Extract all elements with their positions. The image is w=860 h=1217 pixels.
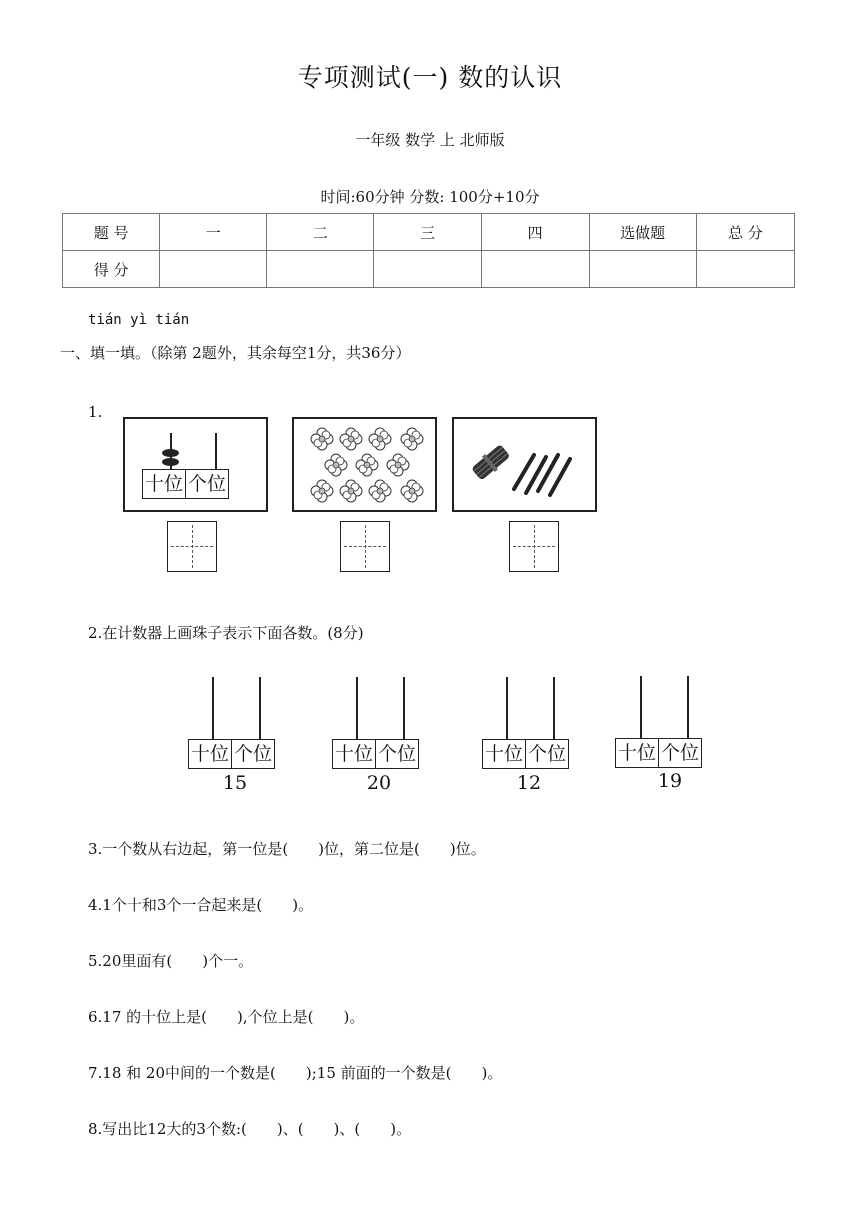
abacus-place-labels bbox=[142, 469, 229, 499]
ones-label: 个位 bbox=[658, 739, 701, 767]
counter-15[interactable] bbox=[188, 677, 288, 797]
counter-place-labels bbox=[482, 739, 569, 769]
counter-place-labels bbox=[615, 738, 702, 768]
tens-rod bbox=[506, 677, 508, 739]
tens-label: 十位 bbox=[618, 742, 657, 764]
question-1-label: 1. bbox=[88, 403, 103, 421]
score-cell[interactable] bbox=[481, 251, 589, 288]
ones-rod bbox=[259, 677, 261, 739]
answer-box[interactable] bbox=[340, 521, 390, 572]
sticks-illustration bbox=[454, 419, 595, 510]
question-4: 4.1个十和3个一合起来是( )。 bbox=[88, 896, 314, 914]
score-table-score-row bbox=[63, 251, 795, 288]
flower-icon bbox=[340, 480, 362, 502]
header-cell-1: 一 bbox=[160, 214, 267, 251]
flower-icon bbox=[401, 428, 423, 450]
flower-icon bbox=[401, 480, 423, 502]
tens-rod bbox=[640, 676, 642, 738]
tens-label: 十位 bbox=[335, 743, 374, 765]
ones-rod bbox=[687, 676, 689, 738]
score-cell[interactable] bbox=[696, 251, 794, 288]
abacus-picture-frame bbox=[123, 417, 268, 512]
counter-place-labels bbox=[332, 739, 419, 769]
section-pinyin: tián yì tián bbox=[88, 312, 190, 328]
question-7: 7.18 和 20中间的一个数是( );15 前面的一个数是( )。 bbox=[88, 1064, 503, 1082]
flower-icon bbox=[369, 428, 391, 450]
counter-number: 12 bbox=[516, 772, 542, 794]
answer-box[interactable] bbox=[167, 521, 217, 572]
time-info: 时间:60分钟 分数: 100分+10分 bbox=[320, 188, 540, 206]
tens-label: 十位 bbox=[485, 743, 524, 765]
question-3: 3.一个数从右边起，第一位是( )位，第二位是( )位。 bbox=[88, 840, 486, 858]
ones-label: 个位 bbox=[231, 740, 274, 768]
flower-icon bbox=[356, 454, 378, 476]
question-6: 6.17 的十位上是( ),个位上是( )。 bbox=[88, 1008, 365, 1026]
subtitle: 一年级 数学 上 北师版 bbox=[355, 131, 505, 149]
score-cell[interactable] bbox=[589, 251, 696, 288]
ones-rod bbox=[553, 677, 555, 739]
score-table bbox=[62, 213, 795, 288]
score-table-header-row bbox=[63, 214, 795, 251]
tens-rod bbox=[212, 677, 214, 739]
question-8: 8.写出比12大的3个数:( )、( )、( )。 bbox=[88, 1120, 412, 1138]
bead bbox=[162, 458, 179, 466]
ones-label: 个位 bbox=[185, 470, 228, 498]
score-cell[interactable] bbox=[160, 251, 267, 288]
flower-icon bbox=[311, 480, 333, 502]
header-cell-4: 四 bbox=[481, 214, 589, 251]
flower-icon bbox=[340, 428, 362, 450]
counter-number: 20 bbox=[366, 772, 392, 794]
question-5: 5.20里面有( )个一。 bbox=[88, 952, 254, 970]
stick-bundle-icon bbox=[470, 442, 512, 482]
counter-12[interactable] bbox=[482, 677, 582, 797]
bead bbox=[162, 449, 179, 457]
flower-icon bbox=[311, 428, 333, 450]
counter-number: 15 bbox=[222, 772, 248, 794]
header-cell-total: 总 分 bbox=[696, 214, 794, 251]
flower-icon bbox=[387, 454, 409, 476]
answer-box[interactable] bbox=[509, 521, 559, 572]
ones-label: 个位 bbox=[525, 740, 568, 768]
flowers-picture-frame bbox=[292, 417, 437, 512]
flowers-illustration bbox=[294, 419, 435, 510]
ones-label: 个位 bbox=[375, 740, 418, 768]
page-title: 专项测试(一) 数的认识 bbox=[297, 63, 563, 92]
header-cell-optional: 选做题 bbox=[589, 214, 696, 251]
score-cell[interactable] bbox=[374, 251, 481, 288]
section-heading: 一、填一填。（除第 2题外，其余每空1分，共36分） bbox=[60, 344, 411, 362]
sticks-picture-frame bbox=[452, 417, 597, 512]
header-cell-number: 题 号 bbox=[63, 214, 160, 251]
counter-place-labels bbox=[188, 739, 275, 769]
tens-label: 十位 bbox=[191, 743, 230, 765]
counter-number: 19 bbox=[657, 770, 683, 792]
counter-20[interactable] bbox=[332, 677, 432, 797]
question-2-label: 2.在计数器上画珠子表示下面各数。(8分) bbox=[88, 624, 364, 642]
flower-icon bbox=[369, 480, 391, 502]
header-cell-3: 三 bbox=[374, 214, 481, 251]
tens-label: 十位 bbox=[145, 473, 184, 495]
tens-rod bbox=[356, 677, 358, 739]
header-cell-2: 二 bbox=[267, 214, 374, 251]
ones-rod bbox=[403, 677, 405, 739]
score-cell[interactable] bbox=[267, 251, 374, 288]
score-row-label: 得 分 bbox=[63, 251, 160, 288]
counter-19[interactable] bbox=[615, 676, 715, 796]
flower-icon bbox=[325, 454, 347, 476]
